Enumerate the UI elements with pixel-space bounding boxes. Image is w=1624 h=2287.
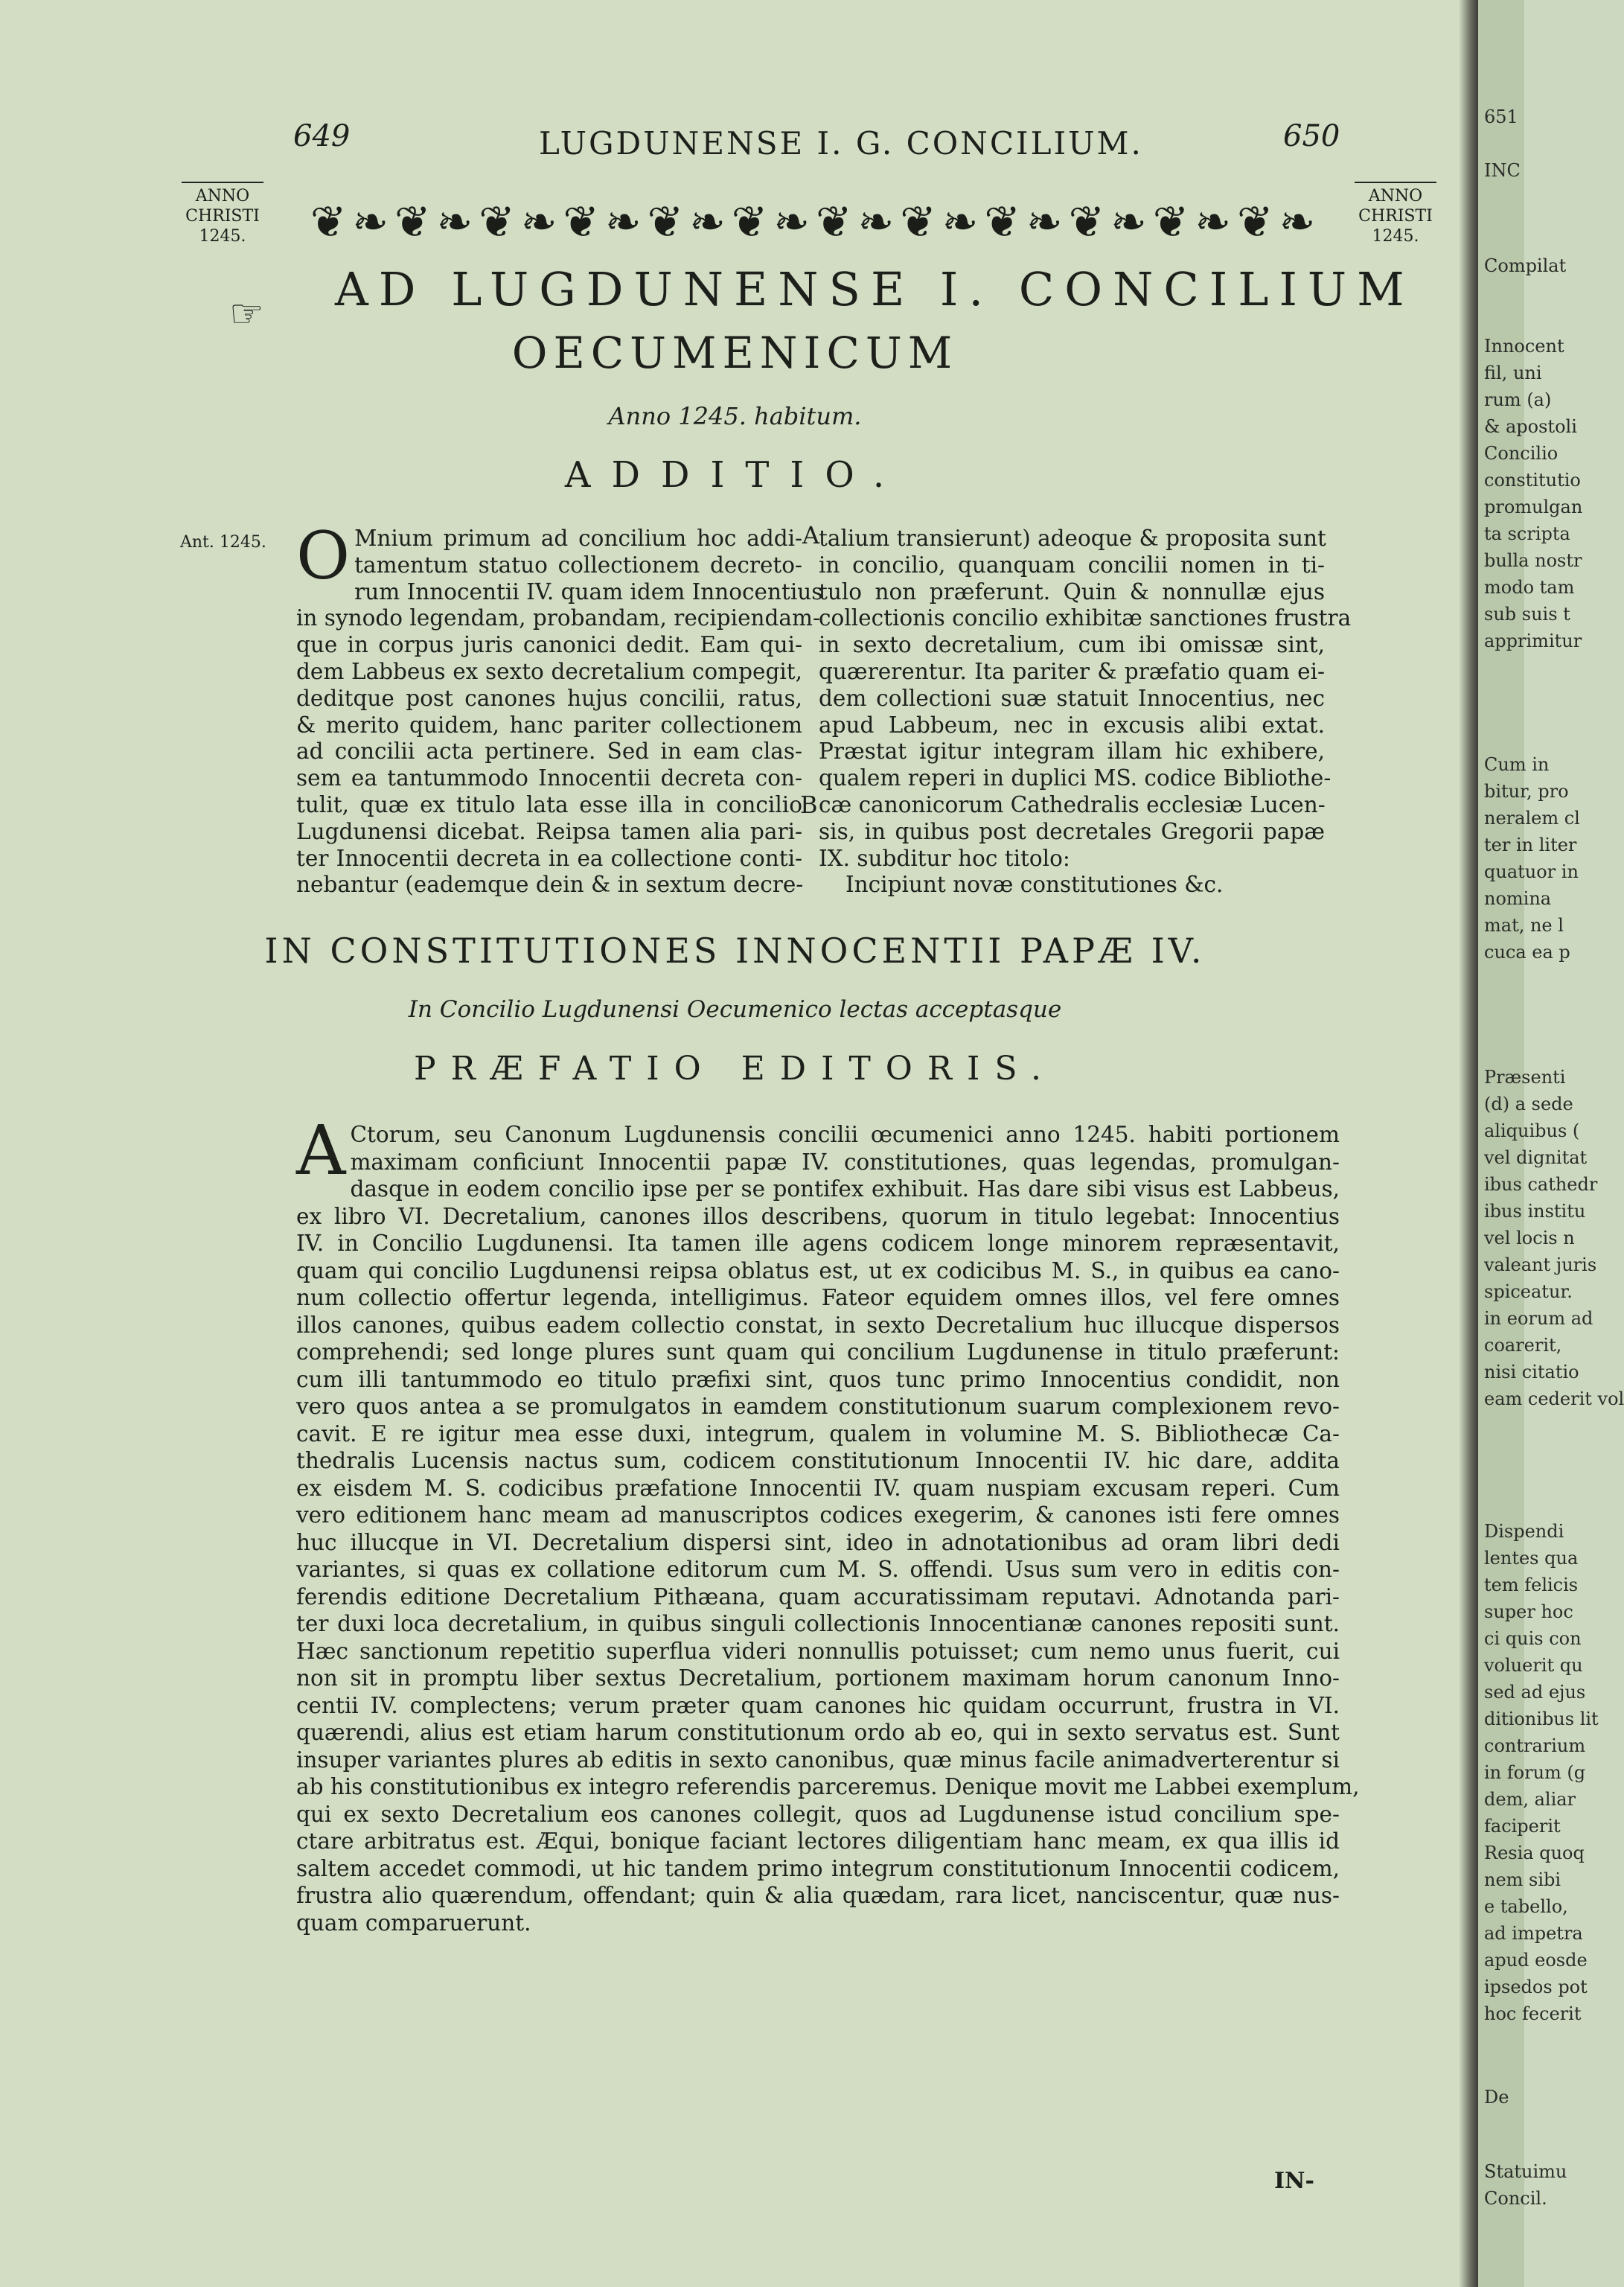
text-line: Mnium primum ad concilium hoc addi- (354, 526, 802, 551)
text-line: vero quos antea a se promulgatos in eamdem constitutionum suarum complexionem revo- (296, 1394, 1340, 1419)
praefatio-body (296, 1111, 1360, 1936)
text-line: ter duxi loca decretalium, in quibus singuli collectionis Innocentianæ canones repositi sunt. (296, 1611, 1340, 1636)
fragment: super hoc (1484, 1601, 1573, 1622)
text-line: talium transierunt) adeoque & proposita sunt (819, 526, 1326, 551)
text-line: Incipiunt novæ constitutiones &c. (845, 872, 1224, 898)
text-line: Ctorum, seu Canonum Lugdunensis concilii œcumenici anno 1245. habiti portionem (350, 1122, 1340, 1147)
fragment: eam cederit vol (1484, 1388, 1624, 1409)
title-line-1: AD LUGDUNENSE I. CONCILIUM (335, 262, 1415, 316)
anno-christi-left (182, 182, 263, 246)
text-line: dasque in eodem concilio ipse per se pontifex exhibuit. Has dare sibi visus est Labbeus, (350, 1176, 1340, 1202)
text-line: & merito quidem, hanc pariter collectionem (296, 712, 802, 738)
fragment: Præsenti (1484, 1067, 1566, 1088)
drop-cap-o: O (296, 517, 351, 594)
fragment: modo tam (1484, 577, 1575, 598)
book-gutter (1459, 0, 1478, 2287)
text-line: cum illi tantummodo eo titulo præfixi sint, quos tunc primo Innocentius condidit, non (296, 1366, 1340, 1392)
anno-left-line3: 1245. (199, 227, 246, 246)
section-heading: IN CONSTITUTIONES INNOCENTII PAPÆ IV. (264, 931, 1206, 971)
anno-right-line1: ANNO (1368, 187, 1423, 205)
text-line: cavit. E re igitur mea esse duxi, integrum, qualem in volumine M. S. Bibliothecæ Ca- (296, 1420, 1340, 1446)
fragment: ditionibus lit (1484, 1709, 1599, 1729)
fragment: dem, aliar (1484, 1789, 1576, 1810)
fragment: Concilio (1484, 443, 1559, 464)
fragment: valeant juris (1484, 1254, 1597, 1275)
fragment: ad impetra (1484, 1923, 1583, 1944)
fragment: Compilat (1484, 255, 1567, 276)
text-line: dem collectioni suæ statuit Innocentius, nec (819, 685, 1325, 711)
fragment: in forum (g (1484, 1762, 1586, 1783)
anno-right-line3: 1245. (1372, 227, 1419, 246)
text-line: Hæc sanctionum repetitio superflua videri nonnullis potuisset; cum nemo unus fuerit, cui (296, 1638, 1340, 1664)
fragment: quatuor in (1484, 861, 1579, 882)
text-line: variantes, si quas ex collatione editorum cum M. S. offendi. Usus sum vero in editis con- (296, 1557, 1340, 1582)
fragment: ibus cathedr (1484, 1174, 1598, 1195)
text-line: IV. in Concilio Lugdunensi. Ita tamen ille agens codicem longe minorem repræsentavit, (296, 1231, 1340, 1256)
text-line: deditque post canones hujus concilii, ratus, (296, 685, 802, 711)
fragment: faciperit (1484, 1816, 1561, 1837)
text-line: apud Labbeum, nec in excusis alibi extat. (819, 712, 1325, 738)
fragment: constitutio (1484, 470, 1581, 491)
fragment: lentes qua (1484, 1548, 1579, 1569)
text-line: qualem reperi in duplici MS. codice Bibliothe- (819, 765, 1332, 791)
ornamental-band: ❦❧❦❧❦❧❦❧❦❧❦❧❦❧❦❧❦❧❦❧❦❧❦❧ (310, 197, 1322, 247)
fragment: sed ad ejus (1484, 1682, 1586, 1703)
fragment: apprimitur (1484, 631, 1582, 651)
fragment: Statuimu (1484, 2161, 1567, 2182)
title-anno: Anno 1245. habitum. (608, 402, 862, 430)
text-line: dem Labbeus ex sexto decretalium compegit, (296, 658, 802, 684)
text-line: saltem accedet commodi, ut hic tandem primo integrum constitutionum Innocentii codicem, (296, 1855, 1340, 1881)
fragment: (d) a sede (1484, 1094, 1573, 1114)
fragment: ibus institu (1484, 1201, 1586, 1222)
anno-christi-right (1355, 182, 1436, 246)
text-line: comprehendi; sed longe plures sunt quam qui concilium Lugdunense in titulo præferunt: (296, 1339, 1340, 1365)
running-title: LUGDUNENSE I. G. CONCILIUM. (539, 125, 1143, 162)
text-line: thedralis Lucensis nactus sum, codicem constitutionum Innocentii IV. hic dare, addita (296, 1448, 1340, 1473)
text-line: huc illucque in VI. Decretalium dispersi sint, ideo in adnotationibus ad oram libri dedi (296, 1529, 1340, 1555)
column-mark-b: B (800, 791, 818, 819)
fragment: ci quis con (1484, 1628, 1582, 1649)
fragment: spiceatur. (1484, 1281, 1573, 1302)
drop-cap-a: A (296, 1111, 346, 1190)
text-line: IX. subditur hoc titolo: (819, 845, 1070, 871)
anno-left-line1: ANNO (195, 187, 250, 205)
fragment: Innocent (1484, 336, 1564, 357)
fragment: e tabello, (1484, 1896, 1568, 1917)
text-line: in synodo legendam, probandam, recipiendam- (296, 605, 820, 631)
fragment: apud eosde (1484, 1950, 1588, 1971)
text-line: in concilio, quanquam concilii nomen in ti- (819, 552, 1325, 578)
text-line: que in corpus juris canonici dedit. Eam qui- (296, 632, 802, 658)
text-line: centii IV. complectens; verum præter quam canones hic quidam occurrunt, frustra in VI. (296, 1692, 1340, 1718)
fragment: vel dignitat (1484, 1147, 1588, 1168)
fragment: cuca ea p (1484, 942, 1570, 963)
fragment: ipsedos pot (1484, 1977, 1588, 1997)
text-line: illos canones, quibus eadem collectio constat, in sexto Decretalium huc illucque dispersos (296, 1312, 1340, 1338)
fragment: INC (1484, 160, 1521, 181)
text-line: cæ canonicorum Cathedralis ecclesiæ Lucen- (819, 791, 1326, 817)
pointing-hand-icon: ☞ (229, 292, 264, 336)
margin-date: Ant. 1245. (180, 533, 266, 552)
text-line: ter Innocentii decreta in ea collectione conti- (296, 845, 802, 871)
text-line: non sit in promptu liber sextus Decretalium, portionem maximam horum canonum Inno- (296, 1665, 1340, 1691)
text-line: maximam conficiunt Innocentii papæ IV. constitutiones, quas legendas, promulgan- (350, 1149, 1340, 1175)
text-line: nebantur (eademque dein & in sextum decre- (296, 872, 804, 898)
column-mark-a: A (802, 521, 820, 549)
anno-left-line2: CHRISTI (185, 207, 260, 226)
text-line: in sexto decretalium, cum ibi omissæ sint, (819, 632, 1325, 658)
text-line: qui ex sexto Decretalium eos canones collegit, quos ad Lugdunense istud concilium spe- (296, 1801, 1340, 1827)
fragment: tem felicis (1484, 1575, 1579, 1595)
anno-right-line2: CHRISTI (1358, 207, 1433, 226)
fragment: & apostoli (1484, 416, 1577, 437)
praefatio-heading: PRÆFATIO EDITORIS. (414, 1050, 1056, 1088)
text-line: tulo non præferunt. Quin & nonnullæ ejus (819, 578, 1325, 605)
section-subheading: In Concilio Lugdunensi Oecumenico lectas acceptasque (408, 996, 1062, 1023)
fragment: rum (a) (1484, 389, 1552, 410)
fragment: voluerit qu (1484, 1655, 1583, 1676)
text-line: sem ea tantummodo Innocentii decreta con- (296, 765, 802, 791)
additio-left-column (296, 517, 823, 899)
fragment: nisi citatio (1484, 1362, 1579, 1382)
next-page-edge (1478, 0, 1624, 2287)
text-line: ad concilii acta pertinere. Sed in eam clas- (296, 739, 802, 765)
fragment: contrarium (1484, 1735, 1586, 1756)
page-number-left: 649 (293, 119, 351, 153)
text-line: frustra alio quærendum, offendant; quin & alia quædam, rara licet, nanciscentur, quæ nus- (296, 1883, 1340, 1908)
text-line: vero editionem hanc meam ad manuscriptos codices exegerim, & canones isti fere omnes (296, 1502, 1340, 1528)
fragment: neralem cl (1484, 808, 1580, 829)
text-line: rum Innocentii IV. quam idem Innocentius (354, 578, 823, 605)
text-line: quærerentur. Ita pariter & præfatio quam ei- (819, 658, 1325, 684)
text-line: quærendi, alius est etiam harum constitutionum ordo ab eo, qui in sexto servatus est. Sunt (296, 1720, 1340, 1745)
fragment: ta scripta (1484, 523, 1570, 544)
title-line-2: OECUMENICUM (511, 328, 959, 378)
additio-right-column (819, 526, 1352, 899)
fragment: vel locis n (1484, 1228, 1575, 1248)
text-line: num collectio offertur legenda, intelligimus. Fateor equidem omnes illos, vel fere omnes (296, 1285, 1340, 1310)
fragment: fil, uni (1484, 363, 1542, 383)
text-line: Præstat igitur integram illam hic exhibere, (819, 739, 1325, 765)
text-line: tulit, quæ ex titulo lata esse illa in concilio (296, 791, 802, 817)
text-line: insuper variantes plures ab editis in sexto canonibus, quæ minus facile animadverterentur si (296, 1747, 1340, 1773)
fragment: nem sibi (1484, 1869, 1561, 1890)
fragment: Cum in (1484, 754, 1550, 775)
text-line: tamentum statuo collectionem decreto- (354, 552, 802, 578)
fragment: 651 (1484, 106, 1518, 127)
fragment: ter in liter (1484, 835, 1577, 855)
fragment: coarerit, (1484, 1335, 1562, 1356)
fragment: Resia quoq (1484, 1843, 1585, 1863)
fragment: nomina (1484, 888, 1552, 909)
fragment: in eorum ad (1484, 1308, 1593, 1329)
text-line: Lugdunensi dicebat. Reipsa tamen alia pari- (296, 818, 802, 844)
fragment: mat, ne l (1484, 915, 1564, 936)
text-line: quam comparuerunt. (296, 1910, 531, 1936)
fragment: aliquibus ( (1484, 1120, 1580, 1141)
text-line: quam qui concilio Lugdunensi reipsa oblatus est, ut ex codicibus M. S., in quibus ea cano- (296, 1257, 1340, 1283)
fragment: bulla nostr (1484, 550, 1582, 571)
text-line: ctare arbitratus est. Æqui, bonique faciant lectores diligentiam hanc meam, ex qua illis id (296, 1828, 1340, 1854)
fragment: De (1484, 2087, 1509, 2108)
text-line: ab his constitutionibus ex integro referendis parceremus. Denique movit me Labbei exemplum, (296, 1774, 1360, 1799)
fragment: Dispendi (1484, 1521, 1564, 1542)
text-line: collectionis concilio exhibitæ sanctiones frustra (819, 605, 1352, 631)
text-line: sis, in quibus post decretales Gregorii papæ (819, 818, 1325, 844)
page-number-right: 650 (1283, 119, 1340, 153)
fragment: hoc fecerit (1484, 2003, 1582, 2024)
text-line: ex libro VI. Decretalium, canones illos describens, quorum in titulo legebat: Innocentius (296, 1203, 1340, 1229)
text-line: ex eisdem M. S. codicibus præfatione Innocentii IV. quam nuspiam excusam reperi. Cum (296, 1475, 1340, 1501)
fragment: sub suis t (1484, 604, 1570, 625)
fragment: Concil. (1484, 2188, 1547, 2209)
text-line: ferendis editione Decretalium Pithæana, quam accuratissimam reputavi. Adnotanda pari- (296, 1583, 1340, 1610)
additio-heading: ADDITIO. (564, 454, 906, 496)
catchword: IN- (1274, 2168, 1314, 2194)
fragment: bitur, pro (1484, 781, 1569, 802)
fragment: promulgan (1484, 497, 1583, 517)
